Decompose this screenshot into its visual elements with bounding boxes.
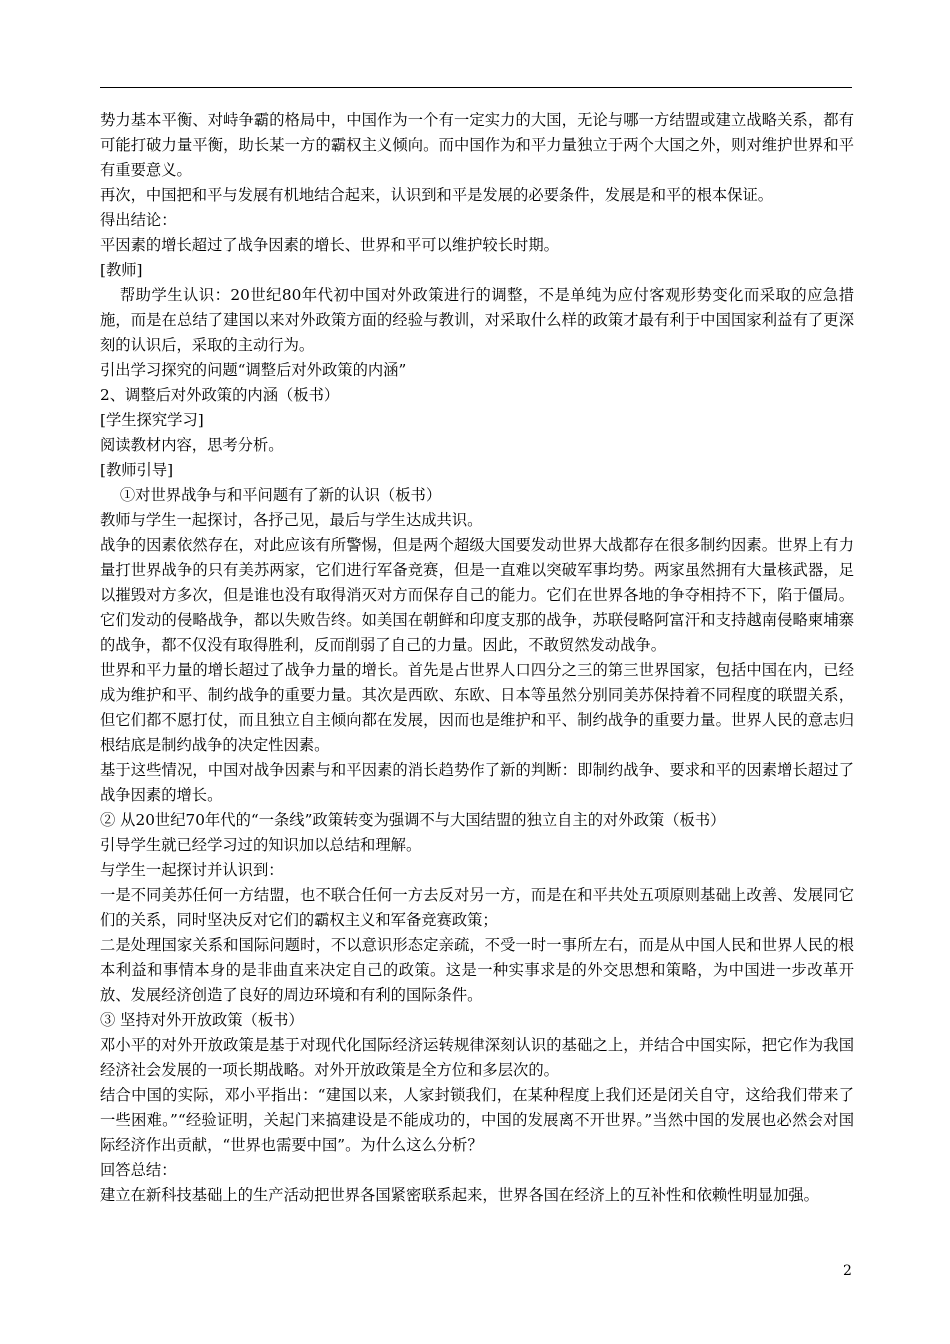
header-rule bbox=[100, 87, 852, 88]
document-body bbox=[100, 108, 854, 1208]
paragraph: 教师与学生一起探讨，各抒己见，最后与学生达成共识。 bbox=[100, 511, 483, 529]
paragraph: 回答总结： bbox=[100, 1161, 177, 1179]
paragraph: 结合中国的实际，邓小平指出：“建国以来，人家封锁我们，在某种程度上我们还是闭关自守，这给我们带来了一些困难。”“经验证明，关起门来搞建设是不能成功的，中国的发展离不开世界。”当然中国的发展也必然会对国际经济作出贡献，“世界也需要中国”。为什么这么分析？ bbox=[100, 1086, 854, 1154]
paragraph: 平因素的增长超过了战争因素的增长、世界和平可以维护较长时期。 bbox=[100, 236, 559, 254]
section-heading: 2、调整后对外政策的内涵（板书） bbox=[100, 386, 340, 404]
subsection-heading: ② 从20世纪70年代的“一条线”政策转变为强调不与大国结盟的独立自主的对外政策（板书） bbox=[100, 811, 726, 829]
paragraph: 世界和平力量的增长超过了战争力量的增长。首先是占世界人口四分之三的第三世界国家，包括中国在内，已经成为维护和平、制约战争的重要力量。其次是西欧、东欧、日本等虽然分别同美苏保持着不同程度的联盟关系，但它们都不愿打仗，而且独立自主倾向都在发展，因而也是维护和平、制约战争的重要力量。世界人民的意志归根结底是制约战争的决定性因素。 bbox=[100, 661, 854, 754]
paragraph: [学生探究学习] bbox=[100, 411, 204, 429]
paragraph: 帮助学生认识：20世纪80年代初中国对外政策进行的调整，不是单纯为应付客观形势变化而采取的应急措施，而是在总结了建国以来对外政策方面的经验与教训，对采取什么样的政策才最有利于中国国家利益有了更深刻的认识后，采取的主动行为。 bbox=[100, 286, 854, 354]
paragraph: 引导学生就已经学习过的知识加以总结和理解。 bbox=[100, 836, 422, 854]
paragraph: 建立在新科技基础上的生产活动把世界各国紧密联系起来，世界各国在经济上的互补性和依赖性明显加强。 bbox=[100, 1186, 819, 1204]
paragraph: 邓小平的对外开放政策是基于对现代化国际经济运转规律深刻认识的基础之上，并结合中国实际，把它作为我国经济社会发展的一项长期战略。对外开放政策是全方位和多层次的。 bbox=[100, 1036, 854, 1079]
paragraph: [教师] bbox=[100, 261, 143, 279]
subsection-heading: ①对世界战争与和平问题有了新的认识（板书） bbox=[119, 486, 442, 504]
page-number: 2 bbox=[843, 1263, 852, 1279]
paragraph: 基于这些情况，中国对战争因素与和平因素的消长趋势作了新的判断：即制约战争、要求和平的因素增长超过了战争因素的增长。 bbox=[100, 761, 854, 804]
paragraph: 一是不同美苏任何一方结盟，也不联合任何一方去反对另一方，而是在和平共处五项原则基础上改善、发展同它们的关系，同时坚决反对它们的霸权主义和军备竞赛政策； bbox=[100, 886, 854, 929]
paragraph: 得出结论： bbox=[100, 211, 177, 229]
paragraph: 势力基本平衡、对峙争霸的格局中，中国作为一个有一定实力的大国，无论与哪一方结盟或建立战略关系，都有可能打破力量平衡，助长某一方的霸权主义倾向。而中国作为和平力量独立于两个大国之外，则对维护世界和平有重要意义。 bbox=[100, 111, 854, 179]
paragraph: 再次，中国把和平与发展有机地结合起来，认识到和平是发展的必要条件，发展是和平的根本保证。 bbox=[100, 186, 774, 204]
subsection-heading: ③ 坚持对外开放政策（板书） bbox=[100, 1011, 304, 1029]
paragraph: 阅读教材内容，思考分析。 bbox=[100, 436, 284, 454]
paragraph: 引出学习探究的问题“调整后对外政策的内涵” bbox=[100, 361, 407, 379]
paragraph: [教师引导] bbox=[100, 461, 174, 479]
paragraph: 战争的因素依然存在，对此应该有所警惕，但是两个超级大国要发动世界大战都存在很多制约因素。世界上有力量打世界战争的只有美苏两家，它们进行军备竞赛，但是一直难以突破军事均势。两家虽然拥有大量核武器，足以摧毁对方多次，但是谁也没有取得消灭对方而保存自己的能力。它们在世界各地的争夺相持不下，陷于僵局。它们发动的侵略战争，都以失败告终。如美国在朝鲜和印度支那的战争，苏联侵略阿富汗和支持越南侵略柬埔寨的战争，都不仅没有取得胜利，反而削弱了自己的力量。因此，不敢贸然发动战争。 bbox=[100, 536, 854, 654]
paragraph: 与学生一起探讨并认识到： bbox=[100, 861, 284, 879]
paragraph: 二是处理国家关系和国际问题时，不以意识形态定亲疏，不受一时一事所左右，而是从中国人民和世界人民的根本利益和事情本身的是非曲直来决定自己的政策。这是一种实事求是的外交思想和策略，为中国进一步改革开放、发展经济创造了良好的周边环境和有利的国际条件。 bbox=[100, 936, 854, 1004]
